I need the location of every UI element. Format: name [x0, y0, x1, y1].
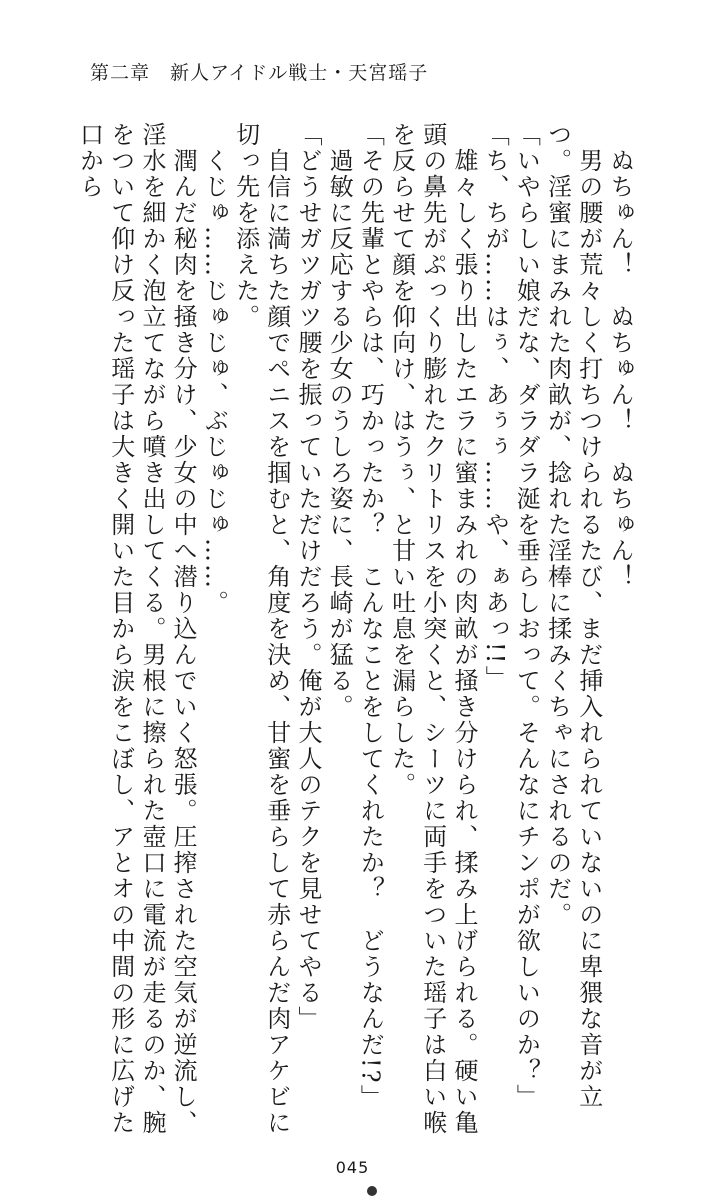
- paragraph: ぬちゅん！ ぬちゅん！ ぬちゅん！: [606, 122, 634, 590]
- paragraph: 自信に満ちた顔でペニスを掴むと、角度を決め、甘蜜を垂らして赤らんだ肉アケビに切っ先を添えた。: [231, 122, 291, 1136]
- running-head-title: 第二章 新人アイドル戦士・天宮瑶子: [90, 62, 429, 84]
- vertical-text-body: [75, 122, 635, 1152]
- paragraph: 潤んだ秘肉を掻き分け、少女の中へ潜り込んでいく怒張。圧搾された空気が逆流し、淫水を細かく泡立てながら噴き出してくる。男根に擦られた壺口に電流が走るのか、腕をついて仰け反った瑶子は大きく開いた目から涙をこぼし、アとオの中間の形に広げた口から: [75, 122, 198, 1136]
- paragraph: 「ち、ちが……はぅ、あぅぅ……や、ぁあっ!!」: [481, 122, 510, 692]
- page-marker-dot: [367, 1186, 377, 1196]
- page-number: 045: [335, 1158, 370, 1177]
- paragraph: 「いやらしい娘だな、ダラダラ涎を垂らしおって。そんなにチンポが欲しいのか？」: [512, 122, 541, 1110]
- paragraph: 過敏に反応する少女のうしろ姿に、長崎が猛る。: [325, 122, 354, 720]
- paragraph: くじゅ……じゅじゅ、ぶじゅじゅ……。: [200, 122, 229, 616]
- paragraph: 「どうせガツガツ腰を振っていただけだろう。俺が大人のテクを見せてやる」: [293, 122, 322, 1032]
- paragraph: 雄々しく張り出したエラに蜜まみれの肉畝が掻き分けられ、揉み上げられる。硬い亀頭の鼻先がぷっくり膨れたクリトリスを小突くと、シーツに両手をついた瑶子は白い喉を反らせて顔を仰向け、はうぅ、と甘い吐息を漏らした。: [387, 122, 478, 1136]
- paragraph: 男の腰が荒々しく打ちつけられるたび、まだ挿入れられていないのに卑猥な音が立つ。淫蜜にまみれた肉畝が、捻れた淫棒に揉みくちゃにされるのだ。: [543, 122, 603, 1110]
- paragraph: 「その先輩とやらは、巧かったか？ こんなことをしてくれたか？ どうなんだ!?」: [356, 122, 385, 1111]
